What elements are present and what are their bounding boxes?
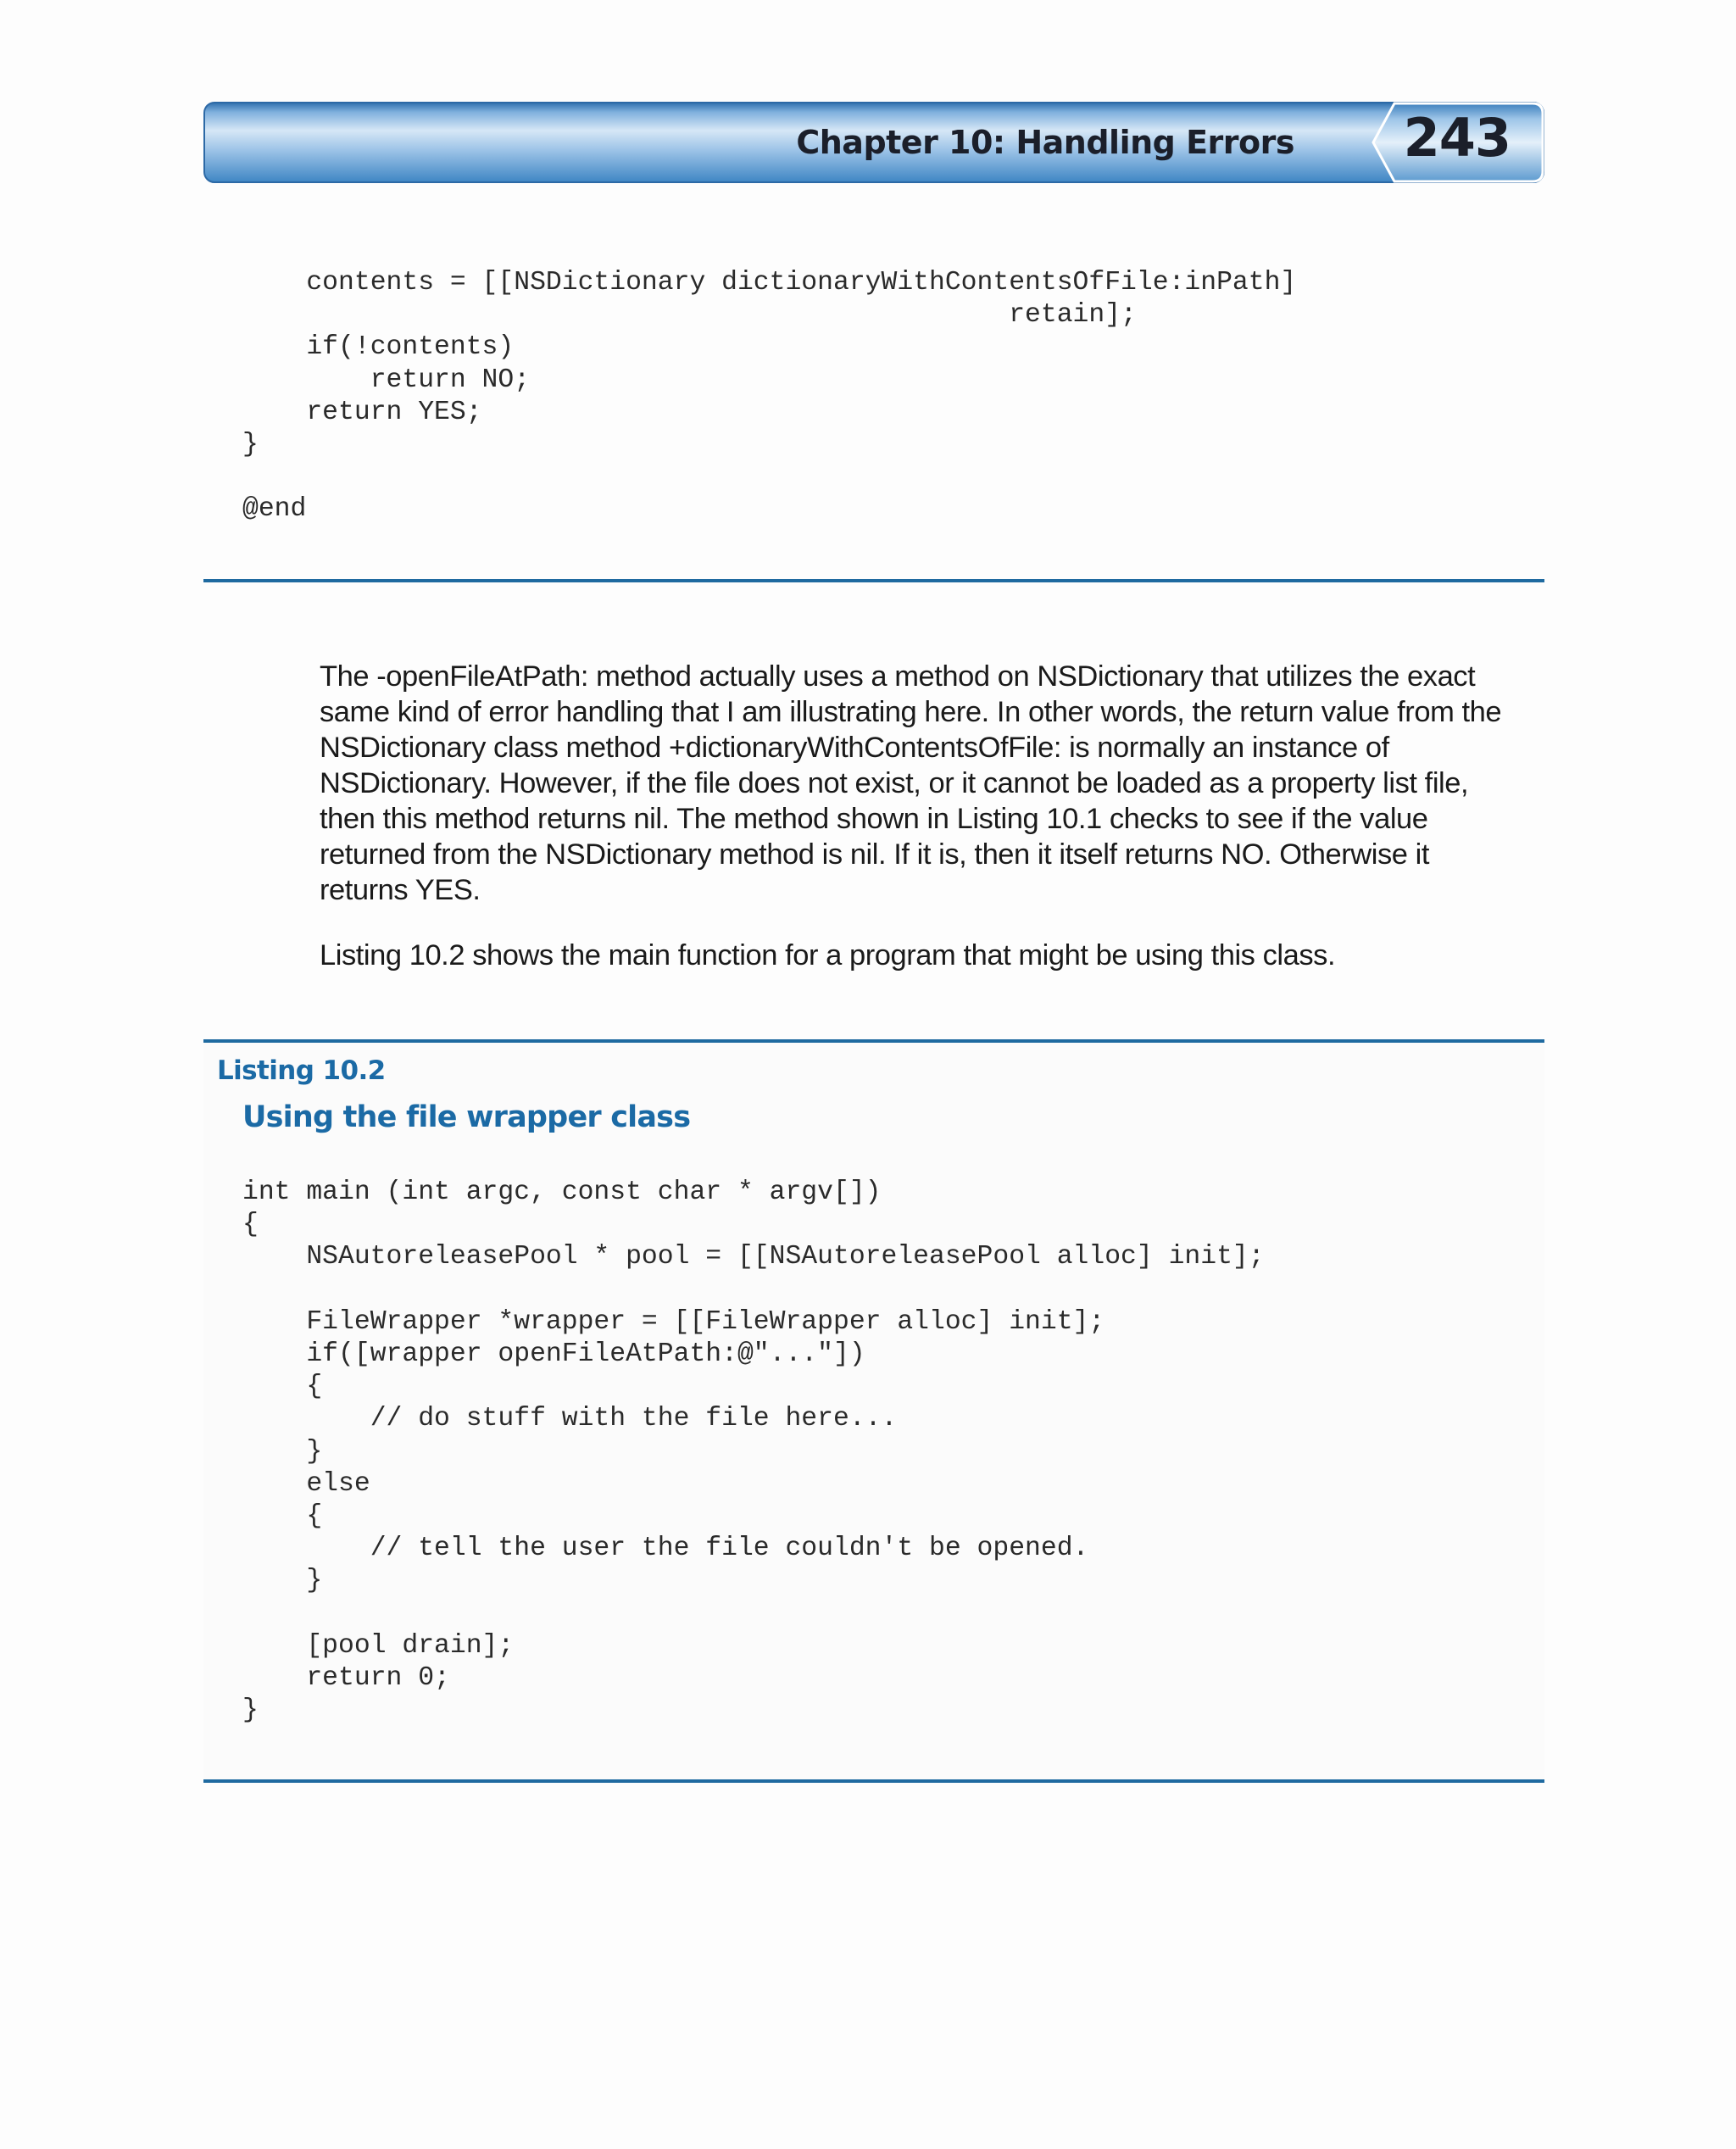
listing-code-block: int main (int argc, const char * argv[]) { NSAutoreleasePool * pool = [[NSAutoreleasePool alloc] init]; FileWrapper *wrapper = [[FileWrapper alloc] init]; if([wrapper openFileAtPath:@"..."]) { // do stuff with the file here... } else { // tell the user the file couldn't be opened. } [pool drain]; return 0; } [242,1177,1265,1726]
listing-label: Listing 10.2 [217,1055,386,1086]
listing-divider-bottom [203,1779,1544,1783]
code-block-continued: contents = [[NSDictionary dictionaryWithContentsOfFile:inPath] retain]; if(!contents) return NO; return YES; } @end [242,268,1297,525]
listing-title: Using the file wrapper class [242,1100,691,1134]
section-divider-top [203,579,1544,582]
chapter-title: Chapter 10: Handling Errors [796,124,1294,161]
body-paragraph: The -openFileAtPath: method actually uses a method on NSDictionary that utilizes the exact same kind of error handling that I am illustrating here. In other words, the return value from the NSDictionary class method +dictionaryWithContentsOfFile: is normally an instance of NSDictionary. However, if the file does not exist, or it cannot be loaded as a property list file, then this method returns nil. The method shown in Listing 10.1 checks to see if the value returned from the NSDictionary method is nil. If it is, then it itself returns NO. Otherwise it returns YES. [320,660,1502,906]
chapter-header [203,102,1544,183]
body-paragraph: Listing 10.2 shows the main function for a program that might be using this class. [320,939,1336,972]
page-number: 243 [1403,107,1511,169]
